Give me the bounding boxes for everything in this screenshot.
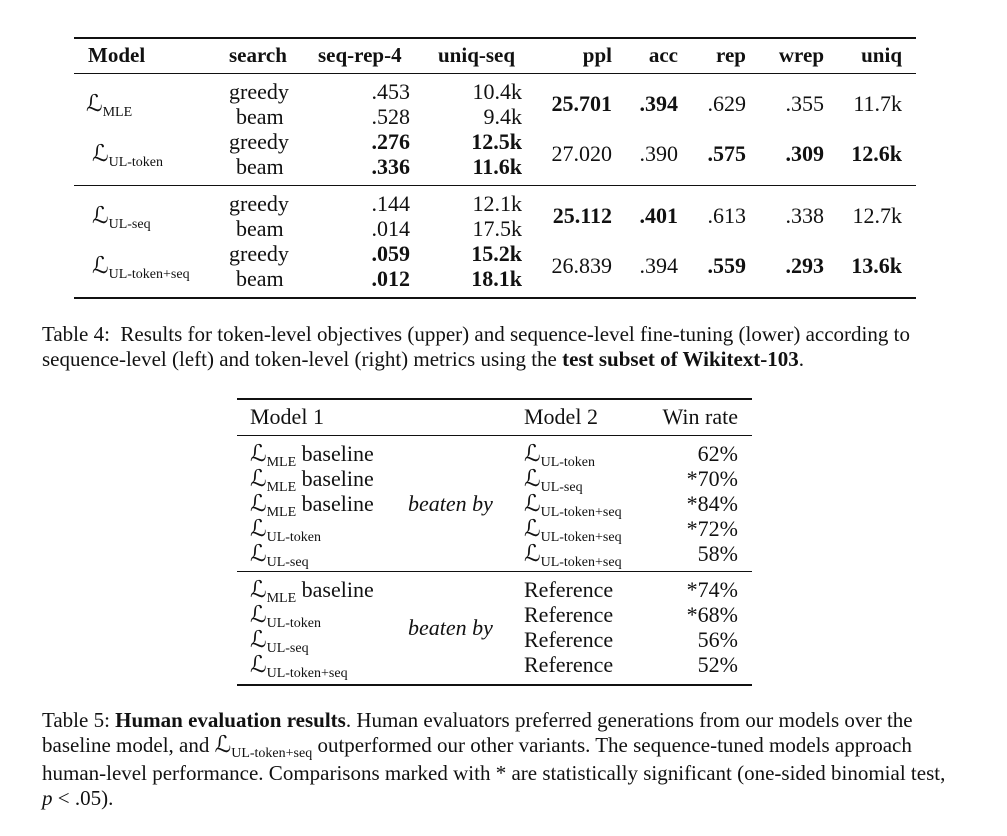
table5-caption-label: Table 5: xyxy=(42,708,110,732)
table5-beaten-by: beaten by xyxy=(408,615,493,640)
table5-model2: ℒ$_{UL-token+seq}$ xyxy=(524,491,622,520)
table4-seq-rep-4: .059 xyxy=(371,241,410,266)
table4-rep: .559 xyxy=(707,253,746,278)
table4-uniq-seq: 18.1k xyxy=(471,266,522,291)
table4-header-uniq: uniq xyxy=(861,43,902,67)
table4-uniq-seq: 17.5k xyxy=(472,216,522,241)
table4-search: greedy xyxy=(229,241,289,266)
table4-uniq-seq: 11.6k xyxy=(472,154,522,179)
table4-mid-rule xyxy=(74,185,916,186)
table4-model-name: ℒ$_{UL-token}$ xyxy=(92,141,164,170)
table4-uniq: 11.7k xyxy=(853,91,902,116)
table5-header-model1: Model 1 xyxy=(250,404,324,429)
table5-caption-part2: outperformed our other variants. The sequence-tuned models approach human-level performance. Comparisons marked with * are statistically significant (one-sided binomial test, xyxy=(42,733,946,785)
table4-header-model: Model xyxy=(88,43,146,67)
table4-uniq: 12.7k xyxy=(852,203,902,228)
table4-header-wrep: wrep xyxy=(778,43,824,67)
table4-model-name: ℒ$_{MLE}$ xyxy=(86,91,133,120)
table5-win-rate: *70% xyxy=(686,466,738,491)
table5-mid-rule xyxy=(237,571,752,572)
table5-win-rate: 58% xyxy=(697,541,738,566)
table4-ppl: 27.020 xyxy=(551,141,612,166)
table4-bottom-rule xyxy=(74,297,916,299)
table4-caption-end: . xyxy=(798,347,805,371)
table4-search: beam xyxy=(236,154,284,179)
table4-uniq: 12.6k xyxy=(851,141,902,166)
table4-uniq-seq: 12.1k xyxy=(472,191,522,216)
table5-header-model2: Model 2 xyxy=(524,404,598,429)
table4-header-acc: acc xyxy=(648,43,678,67)
table4-seq-rep-4: .014 xyxy=(371,216,410,241)
table5-caption-bold: Human evaluation results xyxy=(115,708,346,732)
table5-top-rule xyxy=(237,398,752,400)
table5-win-rate: *84% xyxy=(686,491,738,516)
table5-model2: ℒ$_{UL-token}$ xyxy=(524,441,596,470)
table4-acc: .390 xyxy=(639,141,678,166)
table4-seq-rep-4: .144 xyxy=(371,191,410,216)
table5-model1: ℒ$_{MLE}$ baseline xyxy=(250,577,374,606)
table4-caption-bold: test subset of Wikitext-103 xyxy=(562,347,799,371)
table4-search: greedy xyxy=(229,129,289,154)
table4-rep: .629 xyxy=(707,91,746,116)
table4-search: beam xyxy=(236,216,284,241)
table4-search: greedy xyxy=(229,191,289,216)
table5-model2: Reference xyxy=(524,627,614,652)
table5-caption-pvar: p xyxy=(42,786,53,810)
table4-ppl: 25.112 xyxy=(552,203,612,228)
table4-seq-rep-4: .012 xyxy=(371,266,410,291)
table5-caption-pval: < .05). xyxy=(57,786,114,810)
table4-header-search: search xyxy=(229,43,287,67)
table4-header-rule xyxy=(74,73,916,74)
table4-rep: .613 xyxy=(707,203,746,228)
table4-header-rep: rep xyxy=(716,43,746,67)
table4-header-uniq-seq: uniq-seq xyxy=(438,43,516,67)
table5-model2: Reference xyxy=(524,577,614,602)
table4-ppl: 26.839 xyxy=(551,253,612,278)
table4-seq-rep-4: .528 xyxy=(371,104,410,129)
table5-model1: ℒ$_{MLE}$ baseline xyxy=(250,466,374,495)
table5-win-rate: *72% xyxy=(686,516,738,541)
table4-rep: .575 xyxy=(707,141,746,166)
table5-model2: Reference xyxy=(524,652,614,677)
table4-search: greedy xyxy=(229,79,289,104)
table5-model1: ℒ$_{UL-token+seq}$ xyxy=(250,652,348,681)
table4-header-ppl: ppl xyxy=(582,43,612,67)
table4-ppl: 25.701 xyxy=(551,91,612,116)
table4-model-name: ℒ$_{UL-token+seq}$ xyxy=(92,253,190,282)
table4-wrep: .293 xyxy=(785,253,824,278)
table5-model2: Reference xyxy=(524,602,614,627)
table5-caption-part1: . Human evaluators preferred generations from our models over the baseline model, and xyxy=(42,708,913,757)
table5-model2: ℒ$_{UL-token+seq}$ xyxy=(524,516,622,545)
table4-uniq-seq: 15.2k xyxy=(471,241,522,266)
table5-header-rule xyxy=(237,435,752,436)
table4-seq-rep-4: .276 xyxy=(371,129,410,154)
table4-search: beam xyxy=(236,266,284,291)
table5-win-rate: *74% xyxy=(686,577,738,602)
table4-wrep: .338 xyxy=(785,203,824,228)
table4-seq-rep-4: .453 xyxy=(371,79,410,104)
table4-caption-label: Table 4: xyxy=(42,322,110,346)
table5-model1: ℒ$_{MLE}$ baseline xyxy=(250,491,374,520)
table4-acc: .394 xyxy=(639,253,678,278)
table4-header-seq-rep-4: seq-rep-4 xyxy=(318,43,402,67)
table5-bottom-rule xyxy=(237,684,752,686)
table5-model1: ℒ$_{UL-seq}$ xyxy=(250,541,309,570)
table4-top-rule xyxy=(74,37,916,39)
table4-uniq-seq: 9.4k xyxy=(483,104,522,129)
table5-win-rate: 56% xyxy=(697,627,738,652)
table5-caption xyxy=(42,708,952,811)
table4-wrep: .355 xyxy=(785,91,824,116)
table5-caption-model: ℒ$_{UL-token+seq}$ xyxy=(214,732,313,761)
table4-acc: .401 xyxy=(639,203,678,228)
table4-uniq-seq: 12.5k xyxy=(471,129,522,154)
table5-model2: ℒ$_{UL-seq}$ xyxy=(524,466,583,495)
table4-model-name: ℒ$_{UL-seq}$ xyxy=(92,203,151,232)
table4-uniq-seq: 10.4k xyxy=(472,79,522,104)
table5-win-rate: 62% xyxy=(697,441,738,466)
table5-win-rate: *68% xyxy=(686,602,738,627)
table5-beaten-by: beaten by xyxy=(408,491,493,516)
table4-search: beam xyxy=(236,104,284,129)
table5-model2: ℒ$_{UL-token+seq}$ xyxy=(524,541,622,570)
table4-caption-text: Results for token-level objectives (upper) and sequence-level fine-tuning (lower) according to sequence-level (left) and token-level (right) metrics using the xyxy=(42,322,910,371)
table4-acc: .394 xyxy=(639,91,678,116)
table5-model1: ℒ$_{UL-seq}$ xyxy=(250,627,309,656)
table5-model1: ℒ$_{UL-token}$ xyxy=(250,602,322,631)
table4-seq-rep-4: .336 xyxy=(371,154,410,179)
table5-model1: ℒ$_{UL-token}$ xyxy=(250,516,322,545)
table4-wrep: .309 xyxy=(785,141,824,166)
table5-model1: ℒ$_{MLE}$ baseline xyxy=(250,441,374,470)
table4-uniq: 13.6k xyxy=(851,253,902,278)
table4-caption xyxy=(42,322,952,372)
table5-header-win-rate: Win rate xyxy=(662,404,738,429)
table5-win-rate: 52% xyxy=(697,652,738,677)
